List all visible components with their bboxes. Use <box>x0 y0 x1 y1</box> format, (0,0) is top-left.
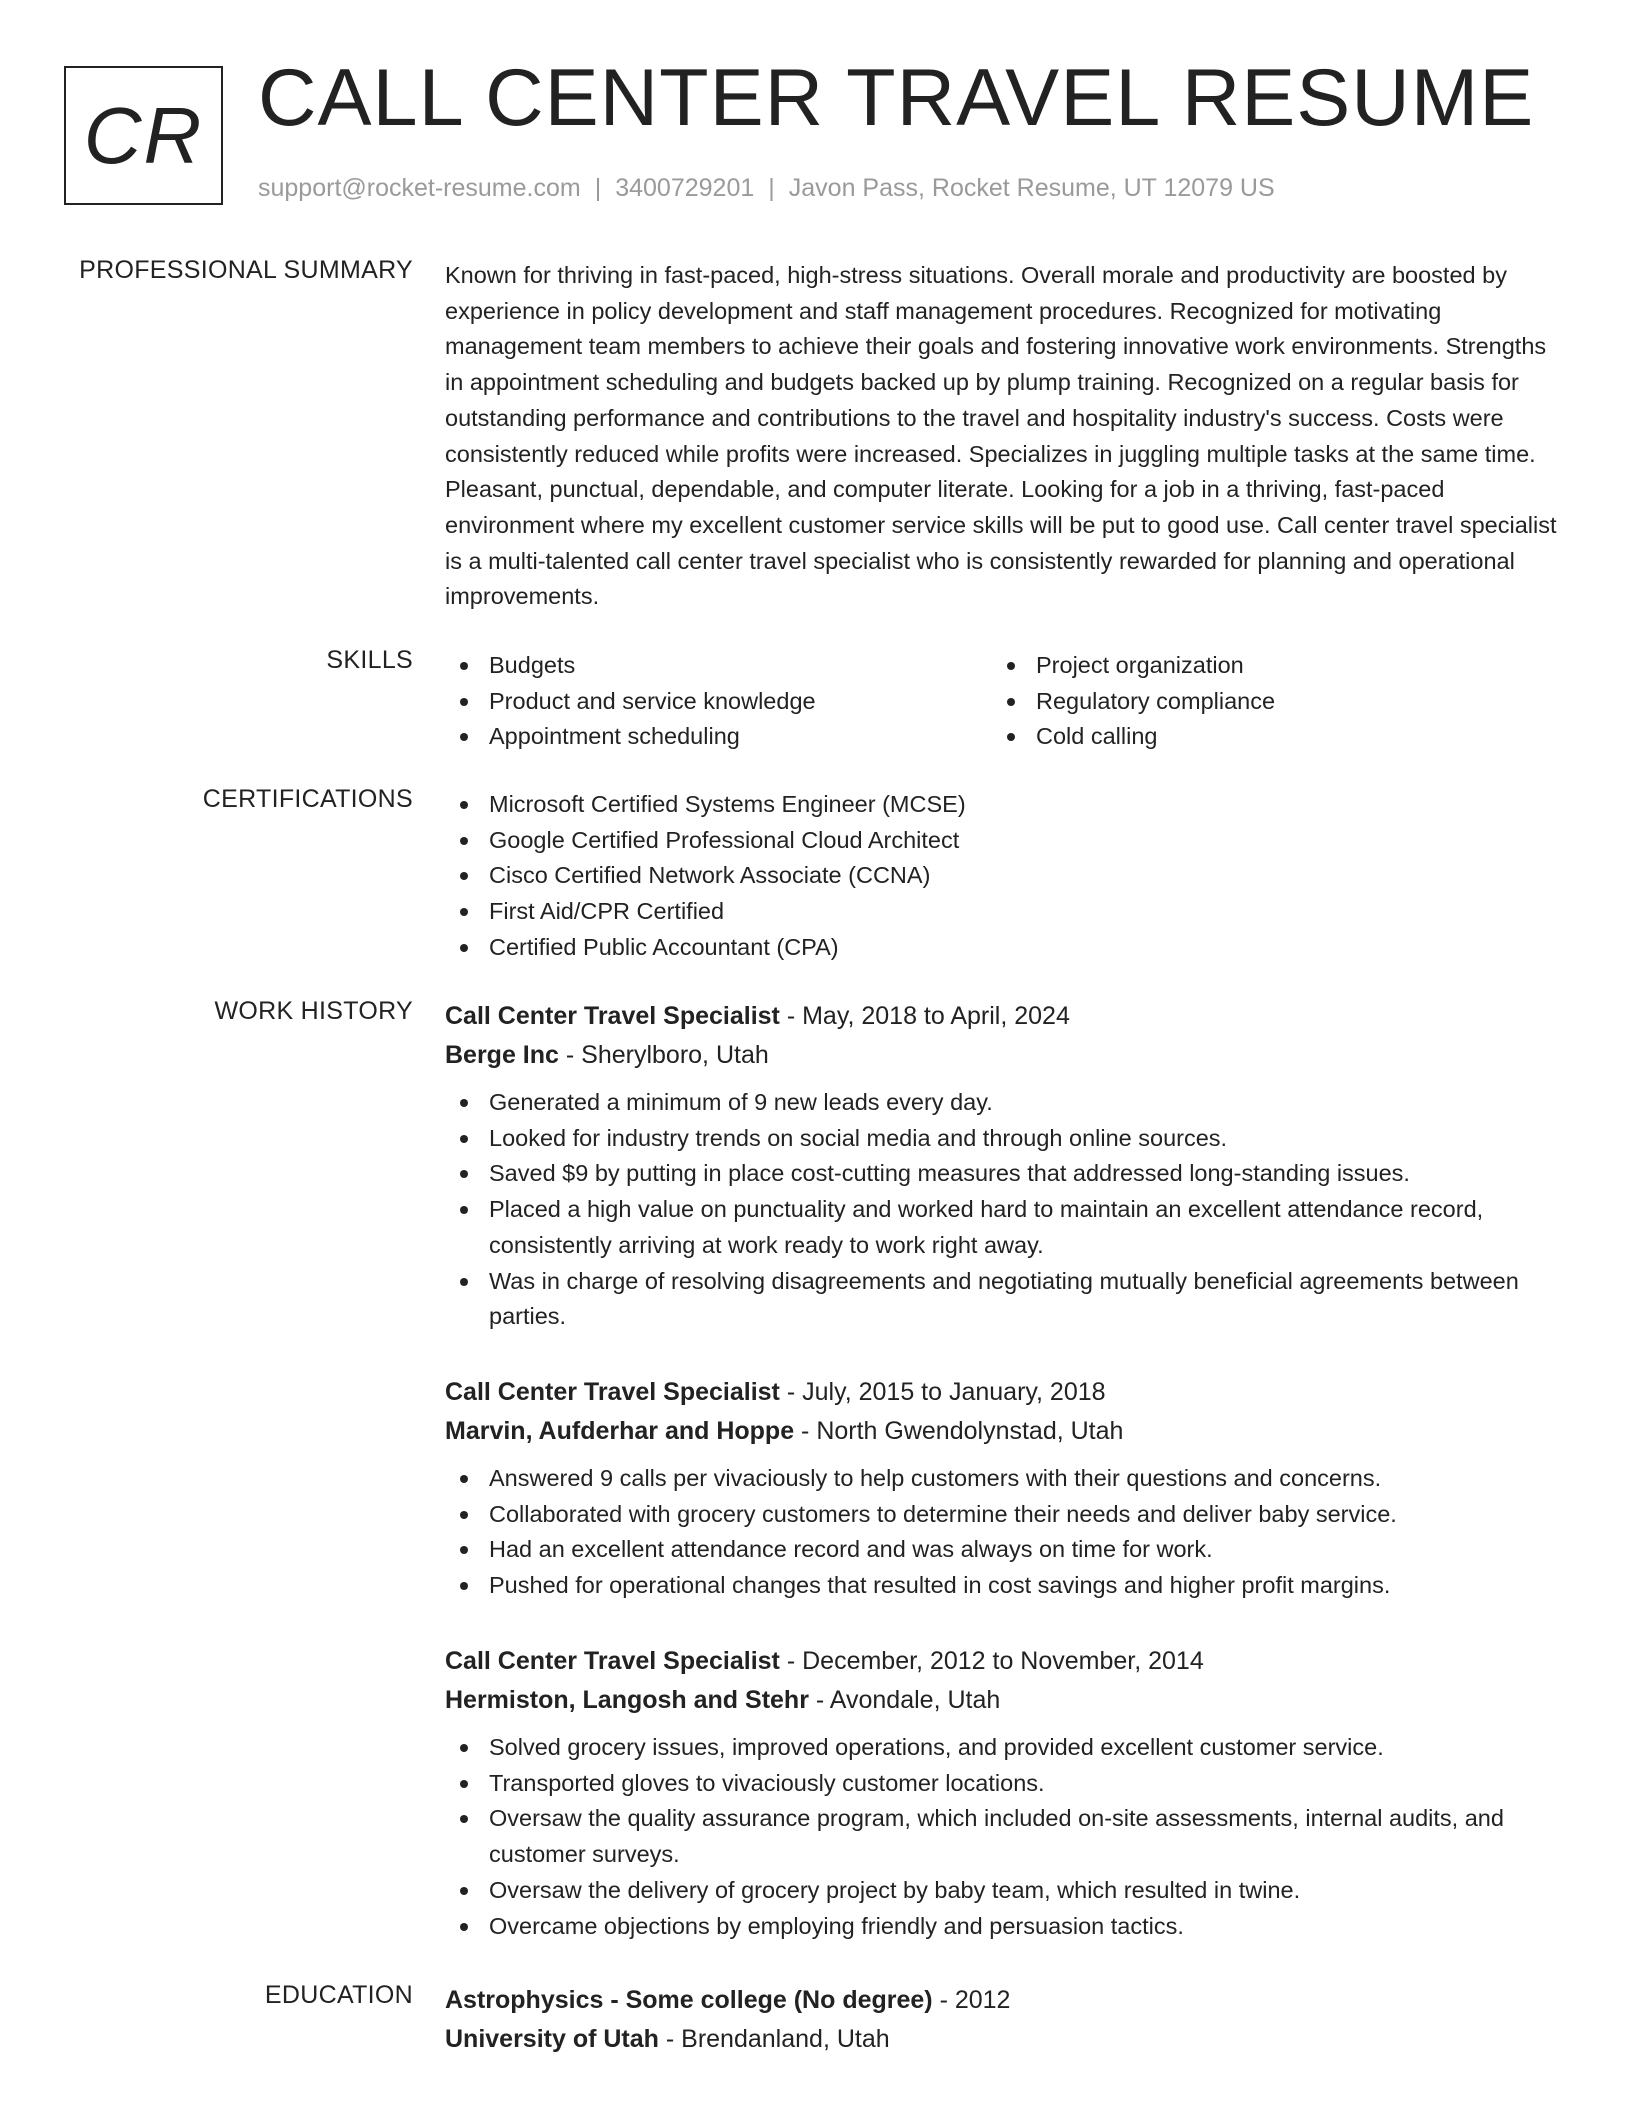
education-school-line <box>445 2020 1557 2059</box>
list-item: Regulatory compliance <box>992 684 1539 720</box>
list-item: Certified Public Accountant (CPA) <box>445 930 1557 966</box>
job-dates: - May, 2018 to April, 2024 <box>779 1002 1070 1030</box>
section-label-work-history: WORK HISTORY <box>214 997 413 1025</box>
list-item: Cold calling <box>992 719 1539 755</box>
certifications-list <box>445 787 1557 966</box>
skills-list-right <box>992 648 1539 755</box>
section-label-certifications: CERTIFICATIONS <box>202 785 413 813</box>
job-body <box>445 1642 1557 1944</box>
education-year: - 2012 <box>932 1986 1011 2014</box>
job-company-line <box>445 1681 1557 1720</box>
list-item: Appointment scheduling <box>445 719 992 755</box>
job-location: - Avondale, Utah <box>808 1686 1001 1714</box>
job-title: Call Center Travel Specialist <box>445 1002 780 1030</box>
list-item: Placed a high value on punctuality and worked hard to maintain an excellent attendance record, consistently arriving at work ready to work right away. <box>445 1192 1557 1263</box>
section-label-education: EDUCATION <box>264 1981 413 2009</box>
summary-body <box>445 258 1557 615</box>
job-duties-list <box>445 1730 1557 1944</box>
list-item: First Aid/CPR Certified <box>445 894 1557 930</box>
contact-address: Javon Pass, Rocket Resume, UT 12079 US <box>788 174 1275 202</box>
list-item: Overcame objections by employing friendly and persuasion tactics. <box>445 1909 1557 1945</box>
job-body <box>445 1373 1557 1604</box>
job-location: - North Gwendolynstad, Utah <box>794 1417 1124 1445</box>
contact-separator: | <box>768 174 775 202</box>
contact-email[interactable]: support@rocket-resume.com <box>258 174 581 202</box>
resume-title: CALL CENTER TRAVEL RESUME <box>258 53 1535 143</box>
list-item: Oversaw the delivery of grocery project by baby team, which resulted in twine. <box>445 1873 1557 1909</box>
list-item: Project organization <box>992 648 1539 684</box>
education-school: University of Utah <box>445 2025 659 2053</box>
list-item: Solved grocery issues, improved operations, and provided excellent customer service. <box>445 1730 1557 1766</box>
job-title-line <box>445 1642 1557 1681</box>
certifications-body <box>445 787 1557 966</box>
job-company-line <box>445 1412 1557 1451</box>
list-item: Transported gloves to vivaciously customer locations. <box>445 1766 1557 1802</box>
monogram-logo: CR <box>64 66 223 205</box>
list-item: Saved $9 by putting in place cost-cutting measures that addressed long-standing issues. <box>445 1156 1557 1192</box>
list-item: Oversaw the quality assurance program, which included on-site assessments, internal audits, and customer surveys. <box>445 1801 1557 1872</box>
skills-body <box>445 648 1557 755</box>
job-title-line <box>445 1373 1557 1412</box>
education-degree-line <box>445 1981 1557 2020</box>
job-dates: - December, 2012 to November, 2014 <box>779 1647 1204 1675</box>
list-item: Was in charge of resolving disagreements and negotiating mutually beneficial agreements between parties. <box>445 1264 1557 1335</box>
list-item: Collaborated with grocery customers to determine their needs and deliver baby service. <box>445 1497 1557 1533</box>
list-item: Microsoft Certified Systems Engineer (MCSE) <box>445 787 1557 823</box>
list-item: Looked for industry trends on social media and through online sources. <box>445 1121 1557 1157</box>
job-dates: - July, 2015 to January, 2018 <box>779 1378 1106 1406</box>
contact-line <box>258 174 1275 203</box>
job-company: Hermiston, Langosh and Stehr <box>445 1686 809 1714</box>
list-item: Budgets <box>445 648 992 684</box>
education-degree: Astrophysics - Some college (No degree) <box>445 1986 933 2014</box>
job-location: - Sherylboro, Utah <box>558 1041 769 1069</box>
job-body <box>445 997 1557 1335</box>
list-item: Google Certified Professional Cloud Architect <box>445 823 1557 859</box>
skills-list-left <box>445 648 992 755</box>
job-duties-list <box>445 1461 1557 1604</box>
education-location: - Brendanland, Utah <box>658 2025 890 2053</box>
job-title-line <box>445 997 1557 1036</box>
contact-separator: | <box>594 174 602 202</box>
list-item: Pushed for operational changes that resulted in cost savings and higher profit margins. <box>445 1568 1557 1604</box>
list-item: Generated a minimum of 9 new leads every day. <box>445 1085 1557 1121</box>
list-item: Answered 9 calls per vivaciously to help customers with their questions and concerns. <box>445 1461 1557 1497</box>
job-duties-list <box>445 1085 1557 1335</box>
education-body <box>445 1981 1557 2059</box>
job-company-line <box>445 1036 1557 1075</box>
job-title: Call Center Travel Specialist <box>445 1378 780 1406</box>
summary-text: Known for thriving in fast-paced, high-stress situations. Overall morale and productivity are boosted by experience in policy development and staff management procedures. Recognized for motivating management team members to achieve their goals and fostering innovative work environments. Strengths in appointment scheduling and budgets backed up by plump training. Recognized on a regular basis for outstanding performance and contributions to the travel and hospitality industry's success. Costs were consistently reduced while profits were increased. Specializes in juggling multiple tasks at the same time. Pleasant, punctual, dependable, and computer literate. Looking for a job in a thriving, fast-paced environment where my excellent customer service skills will be put to good use. Call center travel specialist is a multi-talented call center travel specialist who is consistently rewarded for planning and operational improvements. <box>445 262 1557 610</box>
section-label-summary: PROFESSIONAL SUMMARY <box>79 256 413 284</box>
contact-phone[interactable]: 3400729201 <box>615 174 755 202</box>
job-company: Berge Inc <box>445 1041 559 1069</box>
list-item: Cisco Certified Network Associate (CCNA) <box>445 858 1557 894</box>
job-title: Call Center Travel Specialist <box>445 1647 780 1675</box>
list-item: Product and service knowledge <box>445 684 992 720</box>
section-label-skills: SKILLS <box>326 646 413 674</box>
list-item: Had an excellent attendance record and was always on time for work. <box>445 1532 1557 1568</box>
job-company: Marvin, Aufderhar and Hoppe <box>445 1417 795 1445</box>
